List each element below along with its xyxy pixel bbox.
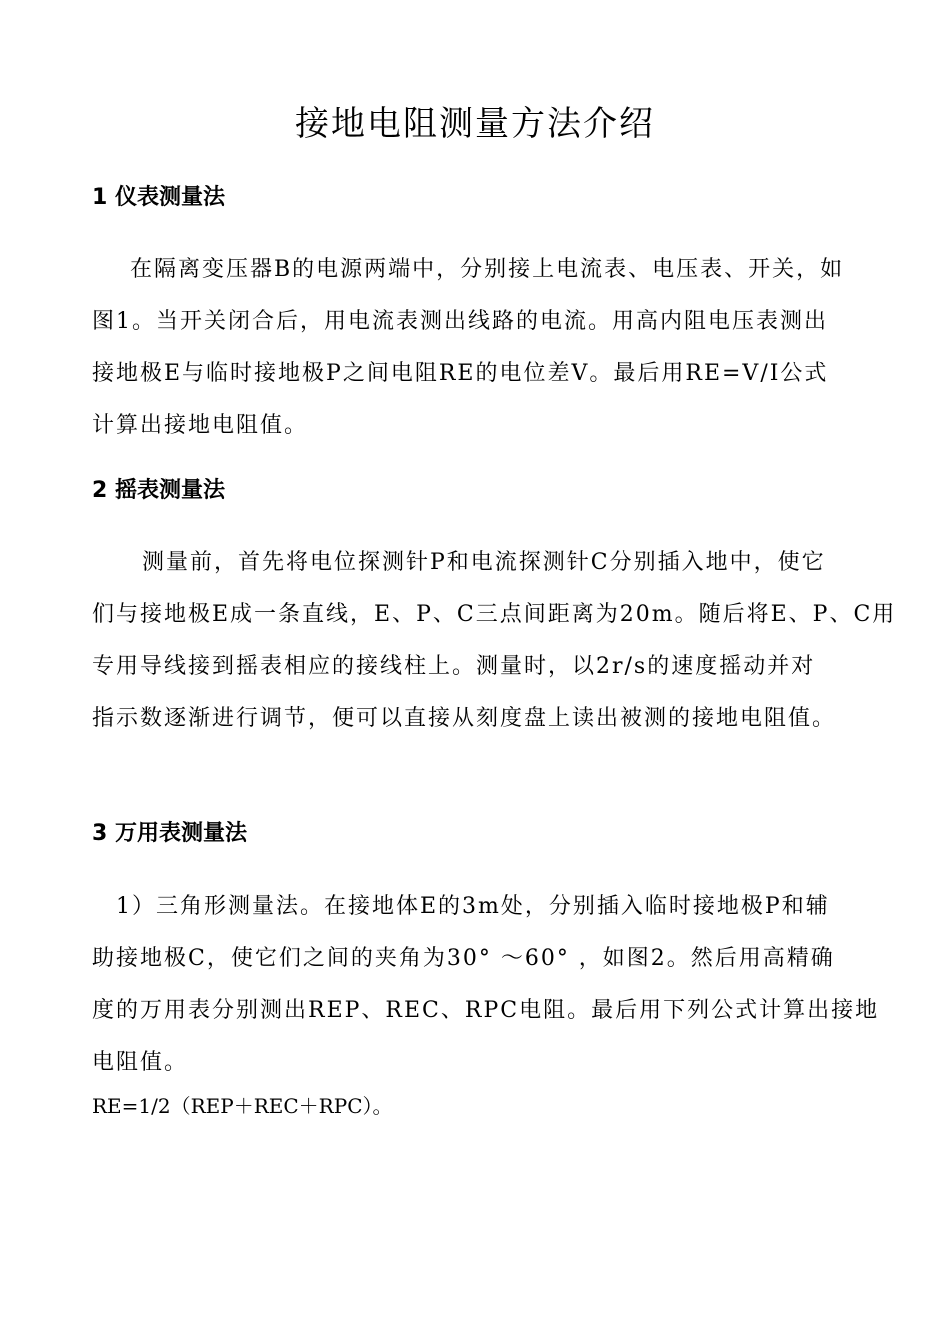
section-paragraph-3	[92, 881, 880, 1089]
paragraph-line: 计算出接地电阻值。	[92, 413, 309, 438]
section-heading-2: 2 摇表测量法	[92, 478, 225, 503]
document-title: 接地电阻测量方法介绍	[295, 104, 655, 144]
section-paragraph-2	[92, 537, 897, 745]
paragraph-line: 度的万用表分别测出REP、REC、RPC电阻。最后用下列公式计算出接地	[92, 998, 880, 1023]
paragraph-line: 们与接地极E成一条直线，E、P、C三点间距离为20m。随后将E、P、C用	[92, 602, 897, 627]
paragraph-line: 图1。当开关闭合后，用电流表测出线路的电流。用高内阻电压表测出	[92, 309, 828, 334]
paragraph-line: 助接地极C，使它们之间的夹角为30° ～60° ，如图2。然后用高精确	[92, 946, 835, 971]
paragraph-line: 电阻值。	[92, 1050, 189, 1075]
formula-line: RE=1/2（REP＋REC＋RPC）。	[92, 1094, 393, 1118]
section-heading-1: 1 仪表测量法	[92, 185, 225, 210]
section-paragraph-1	[92, 244, 867, 452]
paragraph-line: 接地极E与临时接地极P之间电阻RE的电位差V。最后用RE=V/I公式	[92, 361, 829, 386]
section-heading-3: 3 万用表测量法	[92, 821, 247, 846]
paragraph-line: 1）三角形测量法。在接地体E的3m处，分别插入临时接地极P和辅	[116, 894, 830, 919]
paragraph-line: 指示数逐渐进行调节，便可以直接从刻度盘上读出被测的接地电阻值。	[92, 706, 837, 731]
paragraph-line: 专用导线接到摇表相应的接线柱上。测量时，以2r/s的速度摇动并对	[92, 654, 816, 679]
paragraph-line: 在隔离变压器B的电源两端中，分别接上电流表、电压表、开关，如	[130, 257, 845, 282]
paragraph-line: 测量前，首先将电位探测针P和电流探测针C分别插入地中，使它	[142, 550, 826, 575]
